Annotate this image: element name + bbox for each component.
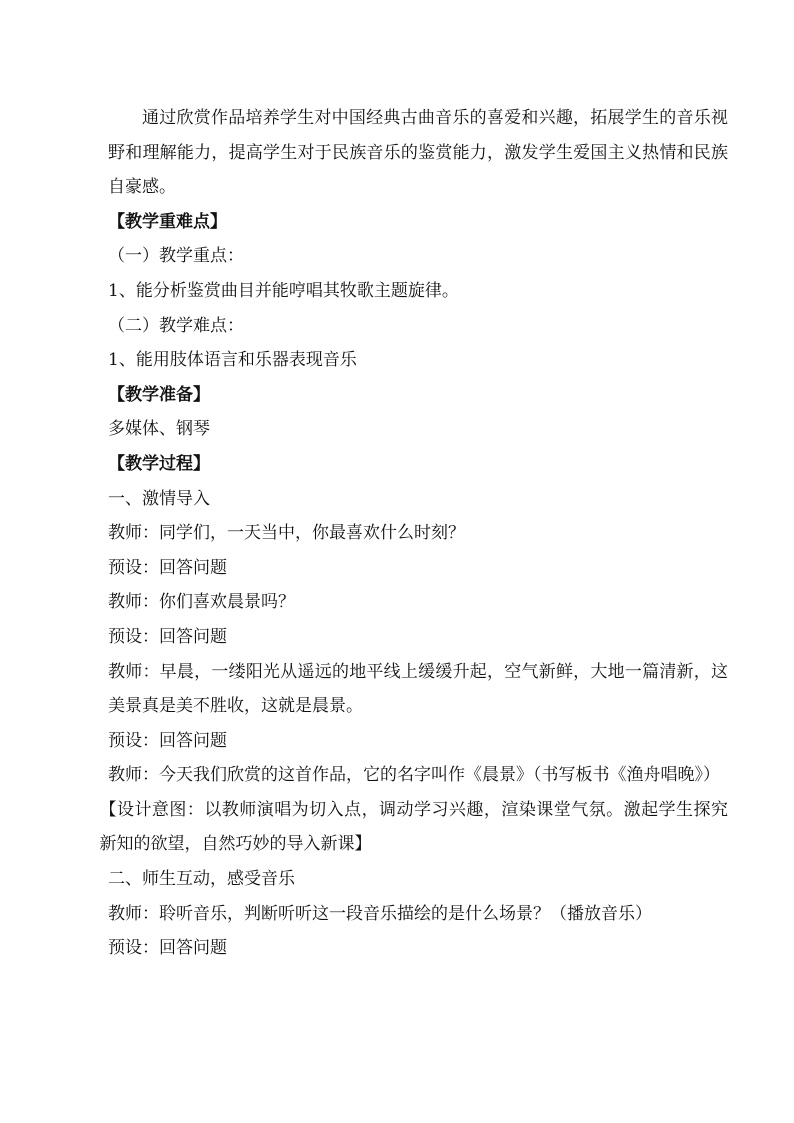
- process-step-2-title: 二、师生互动，感受音乐: [108, 869, 295, 890]
- teaching-focus-item: 1、能分析鉴赏曲目并能哼唱其牧歌主题旋律。: [108, 280, 459, 301]
- dialogue-line: 预设：回答问题: [108, 626, 227, 647]
- dialogue-line: 教师：早晨，一缕阳光从遥远的地平线上缓缓升起，空气新鲜，大地一篇清新，这美景真是美不胜收，这就是晨景。: [108, 661, 728, 717]
- section-heading-process: 【教学过程】: [108, 453, 210, 474]
- dialogue-line: 教师：你们喜欢晨景吗？: [108, 592, 295, 613]
- design-intent: 【设计意图：以教师演唱为切入点，调动学习兴趣，渲染课堂气氛。激起学生探究新知的欲望，自然巧妙的导入新课】: [99, 799, 728, 855]
- section-heading-preparation: 【教学准备】: [108, 384, 210, 405]
- section-heading-key-difficult: 【教学重难点】: [108, 211, 227, 232]
- teaching-difficulty-item: 1、能用肢体语言和乐器表现音乐: [108, 350, 357, 371]
- intro-paragraph: 通过欣赏作品培养学生对中国经典古曲音乐的喜爱和兴趣，拓展学生的音乐视野和理解能力，提高学生对于民族音乐的鉴赏能力，激发学生爱国主义热情和民族自豪感。: [108, 108, 728, 198]
- preparation-items: 多媒体、钢琴: [108, 419, 210, 440]
- teaching-focus-label: （一）教学重点：: [108, 246, 244, 267]
- dialogue-line: 预设：回答问题: [108, 938, 227, 959]
- teaching-difficulty-label: （二）教学难点：: [108, 315, 244, 336]
- dialogue-line: 教师：今天我们欣赏的这首作品，它的名字叫作《晨景》（书写板书《渔舟唱晚》）: [108, 765, 720, 786]
- dialogue-line: 预设：回答问题: [108, 730, 227, 751]
- dialogue-line: 教师：聆听音乐，判断听听这一段音乐描绘的是什么场景？（播放音乐）: [108, 903, 652, 924]
- dialogue-line: 教师：同学们，一天当中，你最喜欢什么时刻？: [108, 523, 465, 544]
- dialogue-line: 预设：回答问题: [108, 557, 227, 578]
- process-step-1-title: 一、激情导入: [108, 488, 210, 509]
- document-body: [99, 101, 728, 966]
